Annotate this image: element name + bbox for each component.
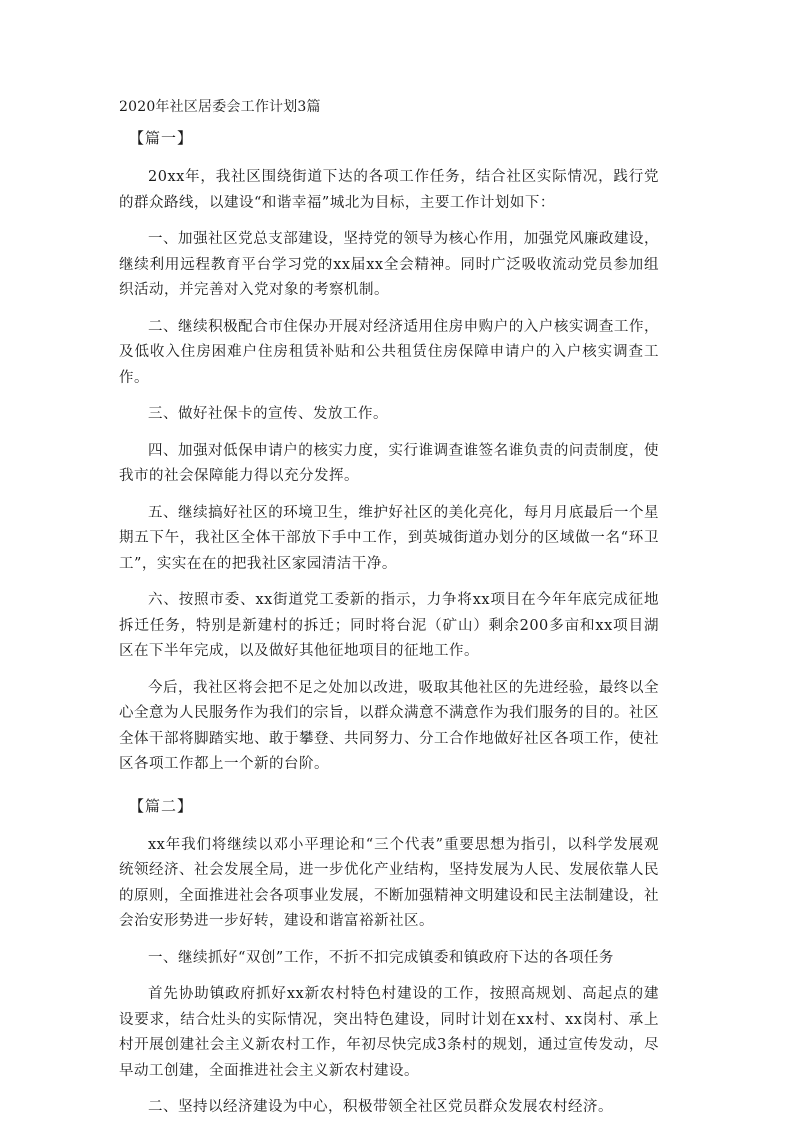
paragraph: 六、按照市委、xx街道党工委新的指示，力争将xx项目在今年年底完成征地拆迁任务，特别是新建村的拆迁；同时将台泥（矿山）剩余200多亩和xx项目湖区在下半年完成，以及做好其他征地项目的征地工作。: [119, 592, 659, 659]
document-body: [119, 125, 659, 1121]
paragraph: 一、继续抓好“双创”工作，不折不扣完成镇委和镇政府下达的各项任务: [148, 949, 614, 966]
paragraph: 20xx年，我社区围绕街道下达的各项工作任务，结合社区实际情况，践行党的群众路线，以建设“和谐幸福”城北为目标，主要工作计划如下：: [119, 169, 659, 211]
section-1: [119, 125, 659, 778]
paragraph: 四、加强对低保申请户的核实力度，实行谁调查谁签名谁负责的问责制度，使我市的社会保障能力得以充分发挥。: [119, 442, 659, 484]
section-2: [119, 793, 659, 1121]
paragraph: 三、做好社保卡的宣传、发放工作。: [148, 406, 388, 422]
document-title: 2020年社区居委会工作计划3篇: [119, 99, 321, 115]
section-heading: 【篇一】: [129, 129, 194, 147]
paragraph: 二、坚持以经济建设为中心，积极带领全社区党员群众发展农村经济。: [148, 1099, 613, 1115]
section-heading: 【篇二】: [129, 796, 194, 815]
paragraph: 今后，我社区将会把不足之处加以改进，吸取其他社区的先进经验，最终以全心全意为人民服务作为我们的宗旨，以群众满意不满意作为我们服务的目的。社区全体干部将脚踏实地、敢于攀登、共同努力、分工合作地做好社区各项工作，使社区各项工作都上一个新的台阶。: [119, 679, 659, 772]
paragraph: 二、继续积极配合市住保办开展对经济适用住房申购户的入户核实调查工作，及低收入住房困难户住房租赁补贴和公共租赁住房保障申请户的入户核实调查工作。: [119, 318, 659, 386]
paragraph: 五、继续搞好社区的环境卫生，维护好社区的美化亮化，每月月底最后一个星期五下午，我社区全体干部放下手中工作，到英城街道办划分的区域做一名“环卫工”，实实在在的把我社区家园清洁干净。: [119, 504, 659, 572]
paragraph: 首先协助镇政府抓好xx新农村特色村建设的工作，按照高规划、高起点的建设要求，结合灶头的实际情况，突出特色建设，同时计划在xx村、xx岗村、承上村开展创建社会主义新农村工作，年初尽快完成3条村的规划，通过宣传发动，尽早动工创建，全面推进社会主义新农村建设。: [119, 986, 659, 1079]
paragraph: 一、加强社区党总支部建设，坚持党的领导为核心作用，加强党风廉政建设，继续利用远程教育平台学习党的xx届xx全会精神。同时广泛吸收流动党员参加组织活动，并完善对入党对象的考察机制。: [119, 231, 659, 298]
paragraph: xx年我们将继续以邓小平理论和“三个代表”重要思想为指引，以科学发展观统领经济、社会发展全局，进一步优化产业结构，坚持发展为人民、发展依靠人民的原则，全面推进社会各项事业发展，不断加强精神文明建设和民主法制建设，社会治安形势进一步好转，建设和谐富裕新社区。: [119, 836, 659, 929]
